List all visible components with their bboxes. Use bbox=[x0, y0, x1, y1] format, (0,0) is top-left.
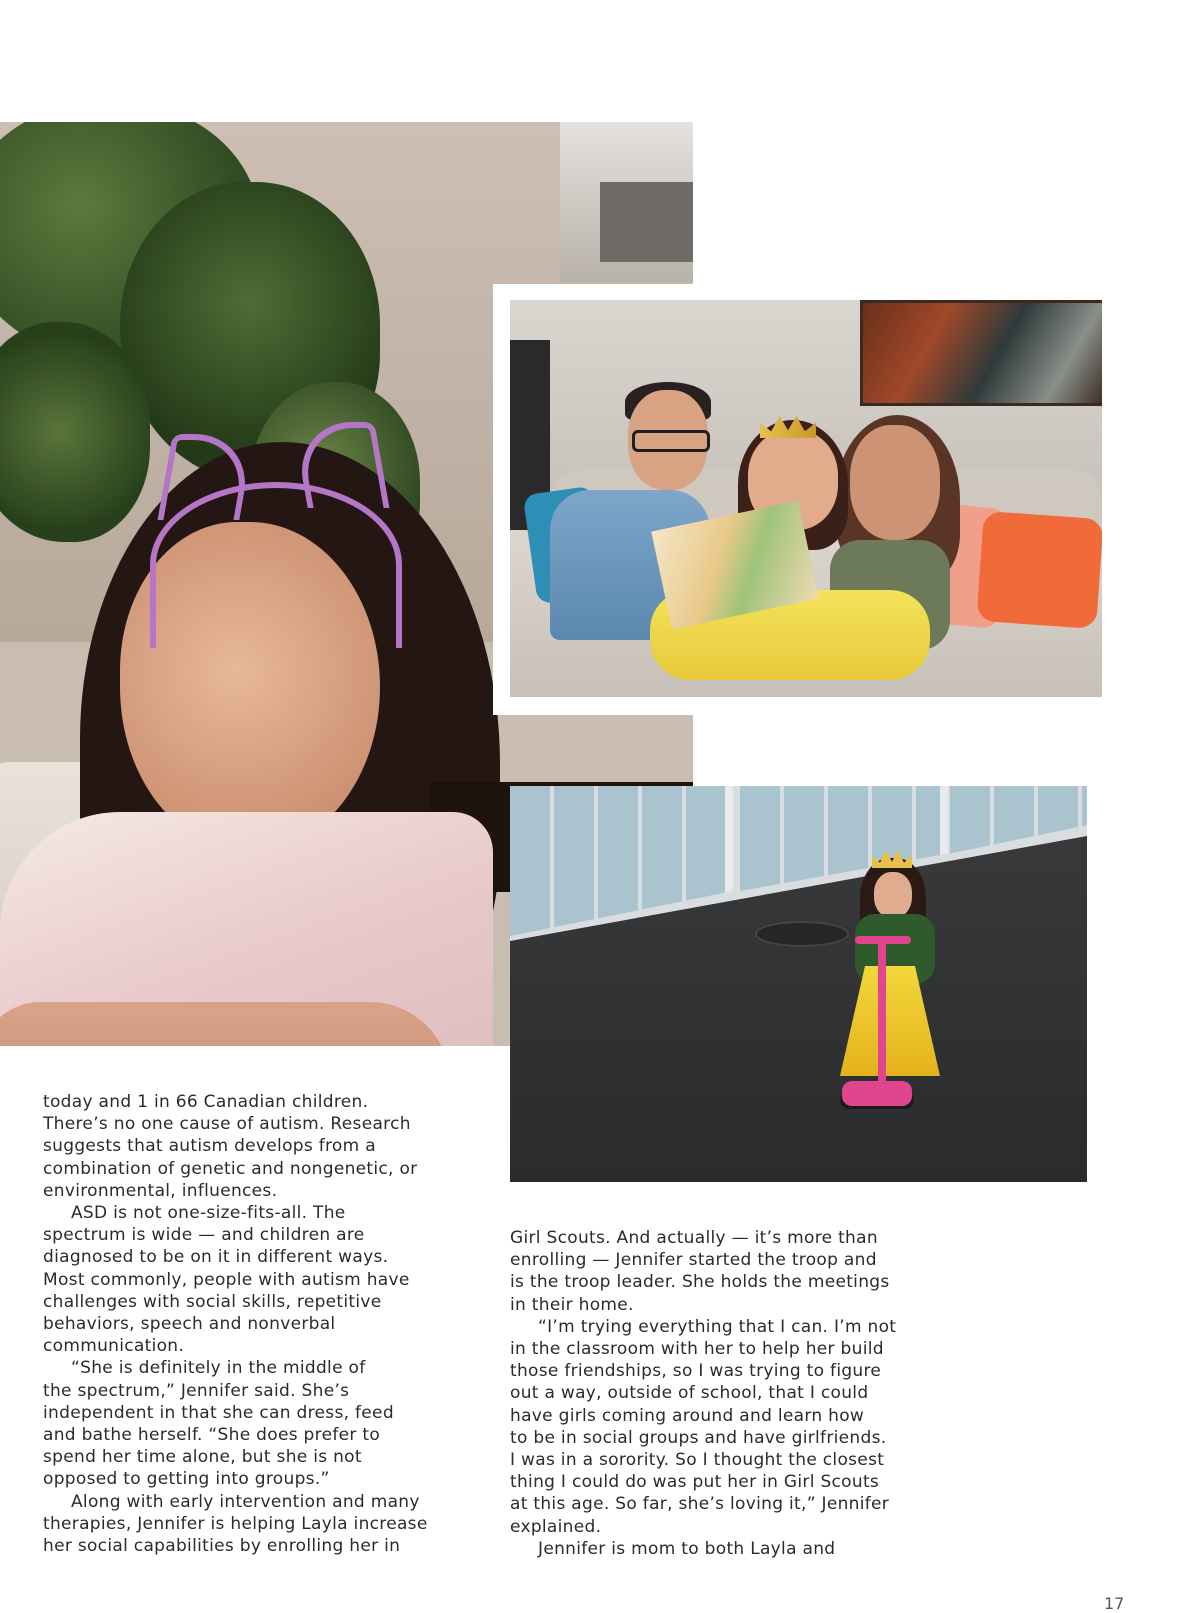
photo-girl-on-scooter bbox=[510, 786, 1087, 1182]
text-line: independent in that she can dress, feed bbox=[43, 1402, 394, 1423]
text-line: her social capabilities by enrolling her in bbox=[43, 1536, 401, 1557]
text-line: at this age. So far, she’s loving it,” Jennifer bbox=[510, 1494, 890, 1515]
text-line: in the classroom with her to help her build bbox=[510, 1339, 884, 1360]
text-line: is the troop leader. She holds the meetings bbox=[510, 1272, 890, 1293]
page-number: 17 bbox=[1104, 1594, 1125, 1613]
photo-family-reading bbox=[510, 300, 1102, 697]
text-line: those friendships, so I was trying to figure bbox=[510, 1361, 882, 1382]
text-line: “I’m trying everything that I can. I’m not bbox=[538, 1316, 897, 1337]
text-line: opposed to getting into groups.” bbox=[43, 1469, 330, 1490]
text-line: thing I could do was put her in Girl Scouts bbox=[510, 1472, 880, 1493]
article-column-left bbox=[43, 1091, 428, 1557]
text-line: to be in social groups and have girlfriends. bbox=[510, 1427, 887, 1448]
text-line: suggests that autism develops from a bbox=[43, 1136, 376, 1157]
text-line: Girl Scouts. And actually — it’s more than bbox=[510, 1228, 878, 1248]
text-line: the spectrum,” Jennifer said. She’s bbox=[43, 1380, 350, 1401]
text-line: Jennifer is mom to both Layla and bbox=[538, 1538, 836, 1559]
text-line: environmental, influences. bbox=[43, 1180, 278, 1201]
text-line: today and 1 in 66 Canadian children. bbox=[43, 1092, 369, 1112]
text-line: Along with early intervention and many bbox=[71, 1491, 420, 1512]
text-line: There’s no one cause of autism. Research bbox=[43, 1114, 411, 1135]
text-line: behaviors, speech and nonverbal bbox=[43, 1314, 336, 1335]
text-line: in their home. bbox=[510, 1294, 634, 1315]
text-line: challenges with social skills, repetitive bbox=[43, 1291, 382, 1312]
text-line: spectrum is wide — and children are bbox=[43, 1225, 365, 1246]
text-line: enrolling — Jennifer started the troop and bbox=[510, 1250, 877, 1271]
article-column-right bbox=[510, 1227, 896, 1560]
text-line: diagnosed to be on it in different ways. bbox=[43, 1247, 389, 1268]
text-line: spend her time alone, but she is not bbox=[43, 1447, 362, 1468]
text-line: communication. bbox=[43, 1336, 185, 1357]
text-line: therapies, Jennifer is helping Layla increase bbox=[43, 1513, 428, 1534]
text-line: have girls coming around and learn how bbox=[510, 1405, 865, 1426]
text-line: I was in a sorority. So I thought the closest bbox=[510, 1450, 885, 1471]
text-line: ASD is not one-size-fits-all. The bbox=[71, 1203, 346, 1224]
text-line: out a way, outside of school, that I could bbox=[510, 1383, 869, 1404]
text-line: combination of genetic and nongenetic, or bbox=[43, 1158, 418, 1179]
text-line: explained. bbox=[510, 1516, 602, 1537]
text-line: “She is definitely in the middle of bbox=[71, 1358, 366, 1379]
text-line: Most commonly, people with autism have bbox=[43, 1269, 410, 1290]
text-line: and bathe herself. “She does prefer to bbox=[43, 1425, 381, 1446]
